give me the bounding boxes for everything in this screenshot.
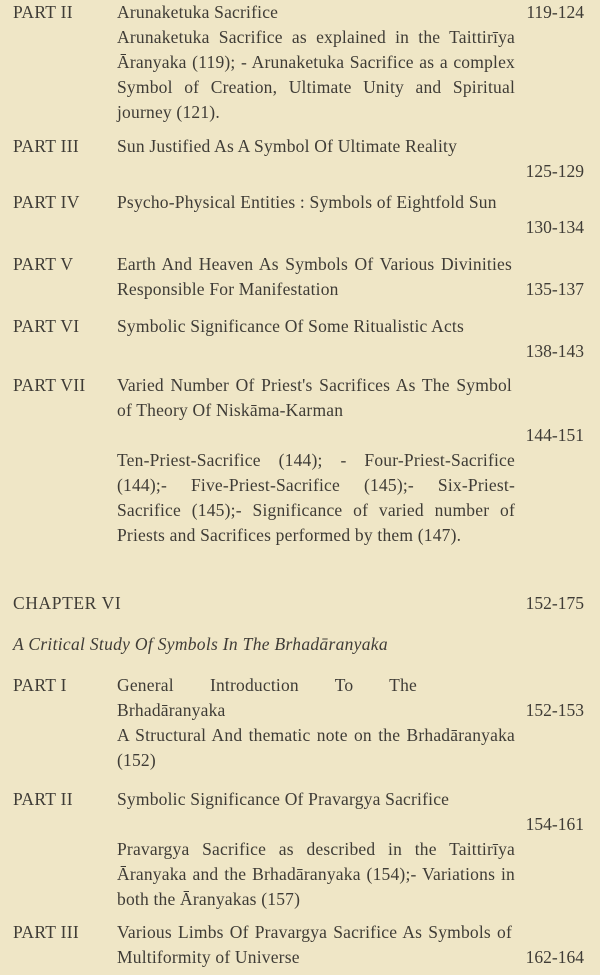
part-label: PART II: [13, 789, 73, 809]
chapter-heading: CHAPTER VI: [13, 593, 122, 613]
page-range: 125-129: [525, 161, 584, 181]
page-range: 162-164: [525, 947, 584, 967]
page-range: 138-143: [525, 341, 584, 361]
part-label: PART VII: [13, 375, 86, 395]
part-title: Symbolic Significance Of Pravargya Sacrifice: [117, 789, 450, 809]
part-description: A Structural And thematic note on the Brhadāranyaka (152): [117, 725, 515, 770]
page-range: 119-124: [526, 2, 584, 22]
page-range: 144-151: [525, 425, 584, 445]
part-label: PART II: [13, 2, 73, 22]
part-label: PART IV: [13, 192, 80, 212]
page-range: 130-134: [525, 217, 584, 237]
page-range: 154-161: [525, 814, 584, 834]
part-description: Pravargya Sacrifice as described in the Taittirīya Āranyaka and the Brhadāranyaka (154);- Variations in both the Āranyakas (157): [117, 839, 515, 909]
part-label: PART I: [13, 675, 67, 695]
part-title: General Introduction To The Brhadāranyaka: [117, 675, 417, 720]
part-title: Symbolic Significance Of Some Ritualistic Acts: [117, 316, 465, 336]
part-title: Sun Justified As A Symbol Of Ultimate Reality: [117, 136, 458, 156]
part-title: Psycho-Physical Entities : Symbols of Eightfold Sun: [117, 192, 497, 212]
chapter-page-range: 152-175: [525, 593, 584, 613]
part-label: PART III: [13, 136, 80, 156]
part-title: Arunaketuka Sacrifice: [117, 2, 279, 22]
part-title: Various Limbs Of Pravargya Sacrifice As Symbols of Multiformity of Universe: [117, 922, 512, 967]
part-description: Arunaketuka Sacrifice as explained in the Taittirīya Āranyaka (119); - Arunaketuka Sacrifice as a complex Symbol of Creation, Ultimate Unity and Spiritual journey (121).: [117, 27, 515, 122]
part-label: PART III: [13, 922, 80, 942]
part-description: Ten-Priest-Sacrifice (144); - Four-Priest-Sacrifice (144);- Five-Priest-Sacrifice (145);- Six-Priest-Sacrifice (145);- Significance of varied number of Priests and Sacrifices performed by them (147).: [117, 450, 515, 545]
part-label: PART V: [13, 254, 74, 274]
part-label: PART VI: [13, 316, 80, 336]
chapter-subtitle: A Critical Study Of Symbols In The Brhadāranyaka: [13, 634, 388, 654]
page-range: 135-137: [525, 279, 584, 299]
part-title: Varied Number Of Priest's Sacrifices As The Symbol of Theory Of Niskāma-Karman: [117, 375, 512, 420]
page-range: 152-153: [525, 700, 584, 720]
part-title: Earth And Heaven As Symbols Of Various Divinities Responsible For Manifestation: [117, 254, 512, 299]
